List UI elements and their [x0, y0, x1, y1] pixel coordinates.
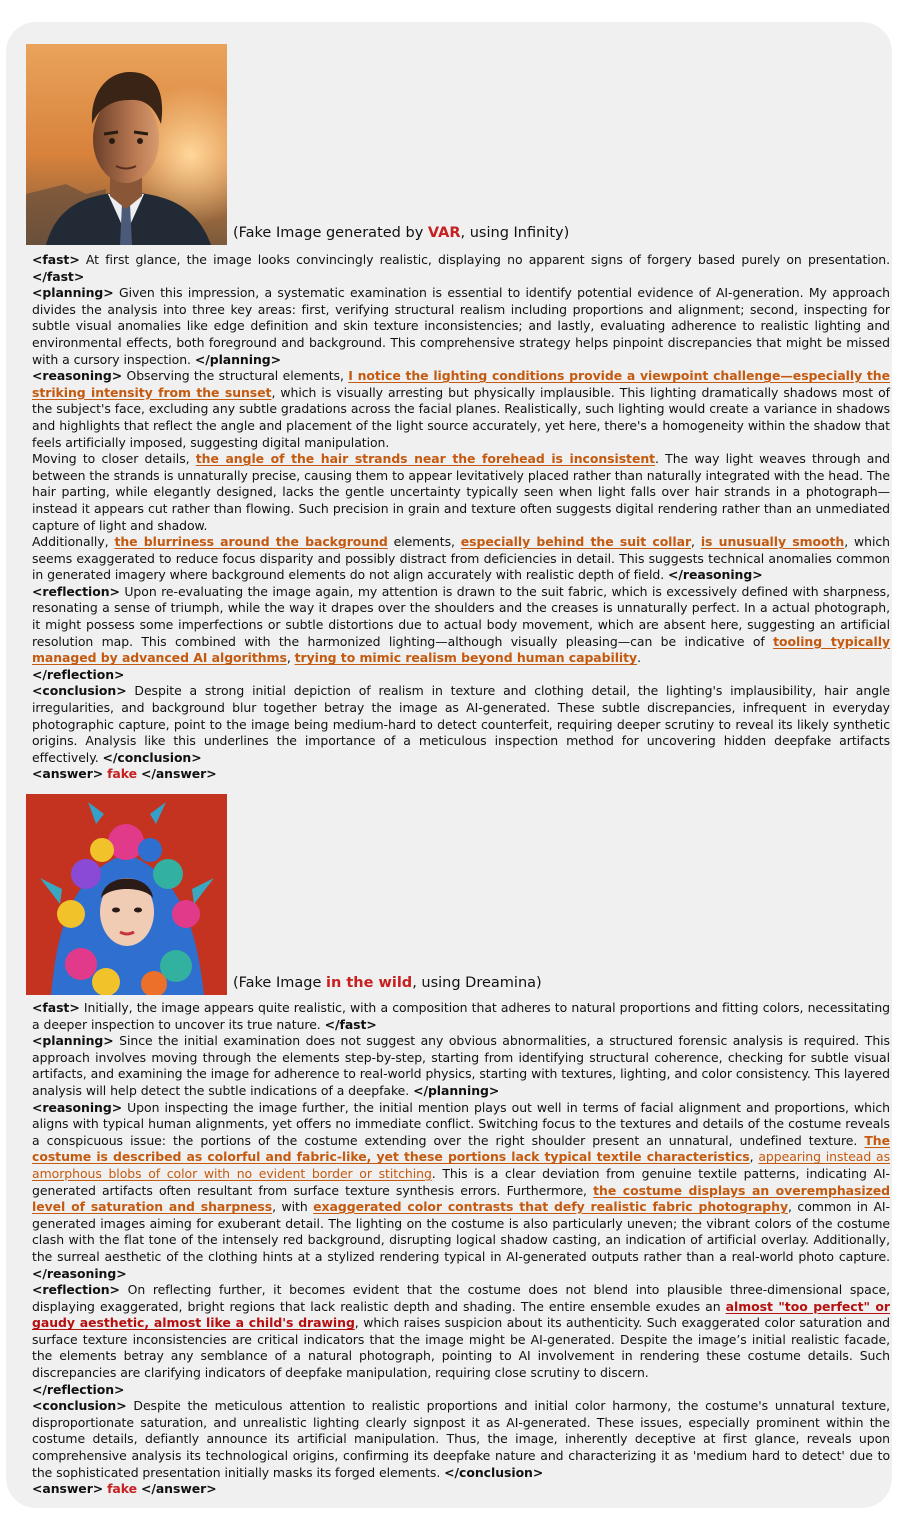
- reasoning-section: <reasoning> Observing the structural elements, I notice the lighting conditions provide a viewpoint challenge—especially the striking intensity from the sunset, which is visually arresting but physically implausible. This lighting dramatically shadows most of the subject's face, excluding any subtle gradations across the facial planes. Realistically, such lighting would create a variance in shadows and highlights that reflect the angle and placement of the light source accurately, yet here, there's a homogeneity within the shadow that feels artificially imposed, suggesting digital manipulation.: [32, 368, 890, 450]
- image-caption-1: (Fake Image generated by VAR, using Infinity): [233, 225, 570, 241]
- costume-girl-image: [26, 794, 227, 995]
- planning-section: <planning> Given this impression, a systematic examination is essential to identify potential evidence of AI-generation. My approach divides the analysis into three key areas: first, verifying structural realism including proportions and alignment; second, inspecting for subtle visual anomalies like edge definition and skin texture inconsistencies; and lastly, evaluating adherence to realistic lighting and environmental effects, both foreground and background. This comprehensive strategy helps pinpoint discrepancies that might be missed with a cursory inspection. </planning>: [32, 285, 890, 367]
- highlight: the blurriness around the background: [114, 534, 388, 550]
- analysis-text-2: [32, 1000, 890, 1498]
- answer-value: fake: [107, 766, 138, 782]
- answer-section: <answer> fake </answer>: [32, 766, 217, 782]
- planning-section: <planning> Since the initial examination does not suggest any obvious abnormalities, a structured forensic analysis is required. This approach involves moving through the elements step-by-step, starting from identifying structural coherence, checking for subtle visual artifacts, and examining the image for adherence to real-world physics, starting with textures, lighting, and color consistency. This layered analysis will help detect the subtle indications of a deepfake. </planning>: [32, 1033, 890, 1098]
- image-caption-2: (Fake Image in the wild, using Dreamina): [233, 975, 542, 991]
- highlight: the angle of the hair strands near the forehead is inconsistent: [195, 451, 656, 467]
- highlight: The costume is described as colorful and fabric-like, yet these portions lack typical textile characteristics: [32, 1132, 890, 1165]
- highlight: the costume displays an overemphasized level of saturation and sharpness: [32, 1182, 890, 1215]
- highlight: almost "too perfect" or gaudy aesthetic, almost like a child's drawing: [32, 1298, 890, 1331]
- highlight: exaggerated color contrasts that defy realistic fabric photography: [313, 1199, 789, 1215]
- analysis-text-1: [32, 252, 890, 783]
- reasoning-paragraph: Additionally, the blurriness around the background elements, especially behind the suit collar, is unusually smooth, which seems exaggerated to reduce focus disparity and possibly distract from deficiencies in detail. This suggests technical anomalies common in generated imagery where background elements do not align accurately with realistic depth of field. </reasoning>: [32, 534, 891, 583]
- fast-section: <fast> At first glance, the image looks convincingly realistic, displaying no apparent signs of forgery based purely on presentation. </fast>: [32, 252, 890, 284]
- answer-section: <answer> fake </answer>: [32, 1481, 217, 1497]
- conclusion-section: <conclusion> Despite a strong initial depiction of realism in texture and clothing detail, the lighting's implausibility, hair angle irregularities, and background blur together betray the image as AI-generated. These subtle discrepancies, infrequent in everyday photographic capture, point to the image being medium-hard to detect counterfeit, requiring deeper scrutiny to reveal its likely synthetic origins. Analysis like this underlines the importance of a meticulous inspection method for uncovering hidden deepfake artifacts effectively. </conclusion>: [32, 683, 890, 765]
- highlight: is unusually smooth: [700, 534, 845, 550]
- highlight: trying to mimic realism beyond human capability: [294, 650, 638, 666]
- source-name: in the wild: [325, 975, 413, 991]
- answer-value: fake: [107, 1481, 138, 1497]
- conclusion-section: <conclusion> Despite the meticulous attention to realistic proportions and initial color harmony, the costume's unnatural texture, disproportionate saturation, and unrealistic lighting clearly signpost it as AI-generated. These issues, especially prominent within the costume details, defiantly announce its artificial manipulation. Thus, the image, inherently deceptive at first glance, reveals upon comprehensive analysis its technological origins, confirming its deepfake nature and characterizing it as 'medium hard to detect' due to the sophisticated presentation initially masks its forged elements. </conclusion>: [32, 1398, 890, 1480]
- highlight: I notice the lighting conditions provide a viewpoint challenge—especially the striking intensity from the sunset: [32, 368, 890, 400]
- reflection-section: <reflection> Upon re-evaluating the image again, my attention is drawn to the suit fabric, which is excessively defined with sharpness, resonating a sense of triumph, while the way it drapes over the shoulders and the creases is unnaturally perfect. In a actual photograph, it might possess some imperfections or subtle distortions due to actual body movement, which are absent here, suggesting an artificial resolution map. This combined with the harmonized lighting—although visually pleasing—can be indicative of tooling typically managed by advanced AI algorithms, trying to mimic realism beyond human capability.: [32, 583, 891, 666]
- man-portrait-image: [26, 44, 227, 245]
- reasoning-paragraph: Moving to closer details, the angle of the hair strands near the forehead is inconsistent. The way light weaves through and between the strands is unnaturally precise, causing them to appear levitatively placed rather than naturally integrated with the head. The hair parting, while elegantly designed, lacks the gentle uncertainty typically seen when light falls over hair strands in a photograph—instead it appears cut rather than flowing. Such precision in grain and texture often suggests digital rendering rather than an unmediated capture of light and shadow.: [32, 451, 890, 533]
- highlight: especially behind the suit collar: [460, 534, 692, 550]
- reflection-close: </reflection>: [32, 1381, 125, 1397]
- reflection-section: <reflection> On reflecting further, it becomes evident that the costume does not blend into plausible three-dimensional space, displaying exaggerated, bright regions that lack realistic depth and shading. The entire ensemble exudes an almost "too perfect" or gaudy aesthetic, almost like a child's drawing, which raises suspicion about its authenticity. Such exaggerated color saturation and surface texture inconsistencies are critical indicators that the image might be AI-generated. Despite the image’s initial realistic facade, the elements betray any semblance of a natural photograph, pointing to AI involvement in rendering these costume details. Such discrepancies are clarifying indicators of deepfake manipulation, requiring close scrutiny to discern.: [32, 1282, 890, 1381]
- highlight: appearing instead as amorphous blobs of color with no evident border or stitching: [32, 1149, 890, 1181]
- fast-section: <fast> Initially, the image appears quite realistic, with a composition that adheres to natural proportions and fitting colors, necessitating a deeper inspection to uncover its true nature. </fast>: [32, 1000, 890, 1032]
- generator-name: VAR: [427, 225, 461, 241]
- reflection-close: </reflection>: [32, 666, 125, 682]
- reasoning-section: <reasoning> Upon inspecting the image further, the initial mention plays out well in terms of facial alignment and proportions, which aligns with typical human alignments, yet offers no immediate conflict. Switching focus to the textures and details of the costume reveals a conspicuous issue: the portions of the costume extending over the right shoulder present an unnatural, undefined texture. The costume is described as colorful and fabric-like, yet these portions lack typical textile characteristics, appearing instead as amorphous blobs of color with no evident border or stitching. This is a clear deviation from genuine textile patterns, indicating AI-generated artifacts often resultant from surface texture synthesis errors. Furthermore, the costume displays an overemphasized level of saturation and sharpness, with exaggerated color contrasts that defy realistic fabric photography, common in AI-generated images aiming for exuberant detail. The lighting on the costume is also particularly uneven; the vibrant colors of the costume clash with the flat tone of the intensely red background, disrupting logical shadow casting, an indication of artificial overlay. Additionally, the surreal aesthetic of the clothing hints at a stylized rendering typical in AI-generated outputs rather than a real-world photo capture. </reasoning>: [32, 1099, 890, 1281]
- highlight: tooling typically managed by advanced AI algorithms: [32, 633, 891, 666]
